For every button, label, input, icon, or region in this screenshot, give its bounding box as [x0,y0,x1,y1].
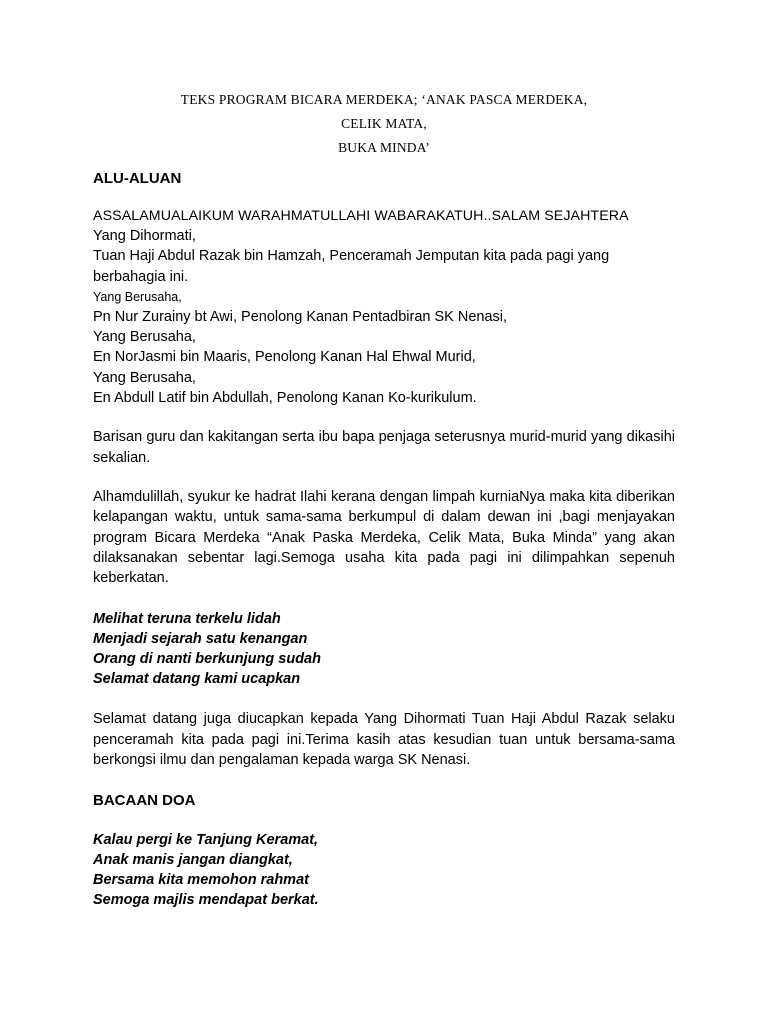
pantun-doa [93,830,675,910]
honorific-line: Yang Berusaha, [93,289,182,304]
heading-alu-aluan: ALU-ALUAN [93,170,182,187]
paragraph-welcome-speaker: Selamat datang juga diucapkan kepada Yang Dihormati Tuan Haji Abdul Razak selaku penceramah kita pada pagi ini.Terima kasih atas kesudian tuan untuk bersama-sama berkongsi ilmu dan pengalaman kepada warga SK Nenasi. [93,711,675,769]
pantun-line: Semoga majlis mendapat berkat. [93,892,319,909]
document-page [93,88,675,910]
honorific-line: Yang Dihormati, [93,228,196,244]
heading-bacaan-doa: BACAAN DOA [93,792,196,810]
greeting-salam: ASSALAMUALAIKUM WARAHMATULLAHI WABARAKATUH..SALAM SEJAHTERA [93,208,629,224]
honorific-line: En NorJasmi bin Maaris, Penolong Kanan Hal Ehwal Murid, [93,349,476,366]
pantun-line: Melihat teruna terkelu lidah [93,611,281,628]
pantun-line: Orang di nanti berkunjung sudah [93,651,321,668]
paragraph-alhamdulillah: Alhamdulillah, syukur ke hadrat Ilahi kerana dengan limpah kurniaNya maka kita diberikan kelapangan waktu, untuk sama-sama berkumpul di dalam dewan ini ,bagi menjayakan program Bicara Merdeka “Anak Paska Merdeka, Celik Mata, Buka Minda” yang akan dilaksanakan sebentar lagi.Semoga usaha kita pada pagi ini dilimpahkan sepenuh keberkatan. [93,488,675,587]
title-line-2: CELIK MATA, [341,116,427,131]
pantun-line: Kalau pergi ke Tanjung Keramat, [93,832,319,849]
honorific-line: Yang Berusaha, [93,329,196,346]
pantun-line: Anak manis jangan diangkat, [93,852,293,869]
paragraph-audience: Barisan guru dan kakitangan serta ibu bapa penjaga seterusnya murid-murid yang dikasihi sekalian. [93,429,675,466]
title-line-1: TEKS PROGRAM BICARA MERDEKA; ‘ANAK PASCA MERDEKA, [180,92,588,107]
honorifics-list [93,226,675,408]
honorific-line: Yang Berusaha, [93,369,196,386]
honorific-line: En Abdull Latif bin Abdullah, Penolong Kanan Ko-kurikulum. [93,390,477,407]
title-line-3: BUKA MINDA’ [338,140,430,155]
pantun-welcome [93,609,675,689]
honorific-line: Tuan Haji Abdul Razak bin Hamzah, Penceramah Jemputan kita pada pagi yang [93,248,610,265]
document-title [93,88,675,160]
honorific-line: Pn Nur Zurainy bt Awi, Penolong Kanan Pentadbiran SK Nenasi, [93,308,508,325]
pantun-line: Bersama kita memohon rahmat [93,872,309,889]
pantun-line: Selamat datang kami ucapkan [93,671,301,688]
honorific-line: berbahagia ini. [93,268,189,285]
pantun-line: Menjadi sejarah satu kenangan [93,631,308,648]
